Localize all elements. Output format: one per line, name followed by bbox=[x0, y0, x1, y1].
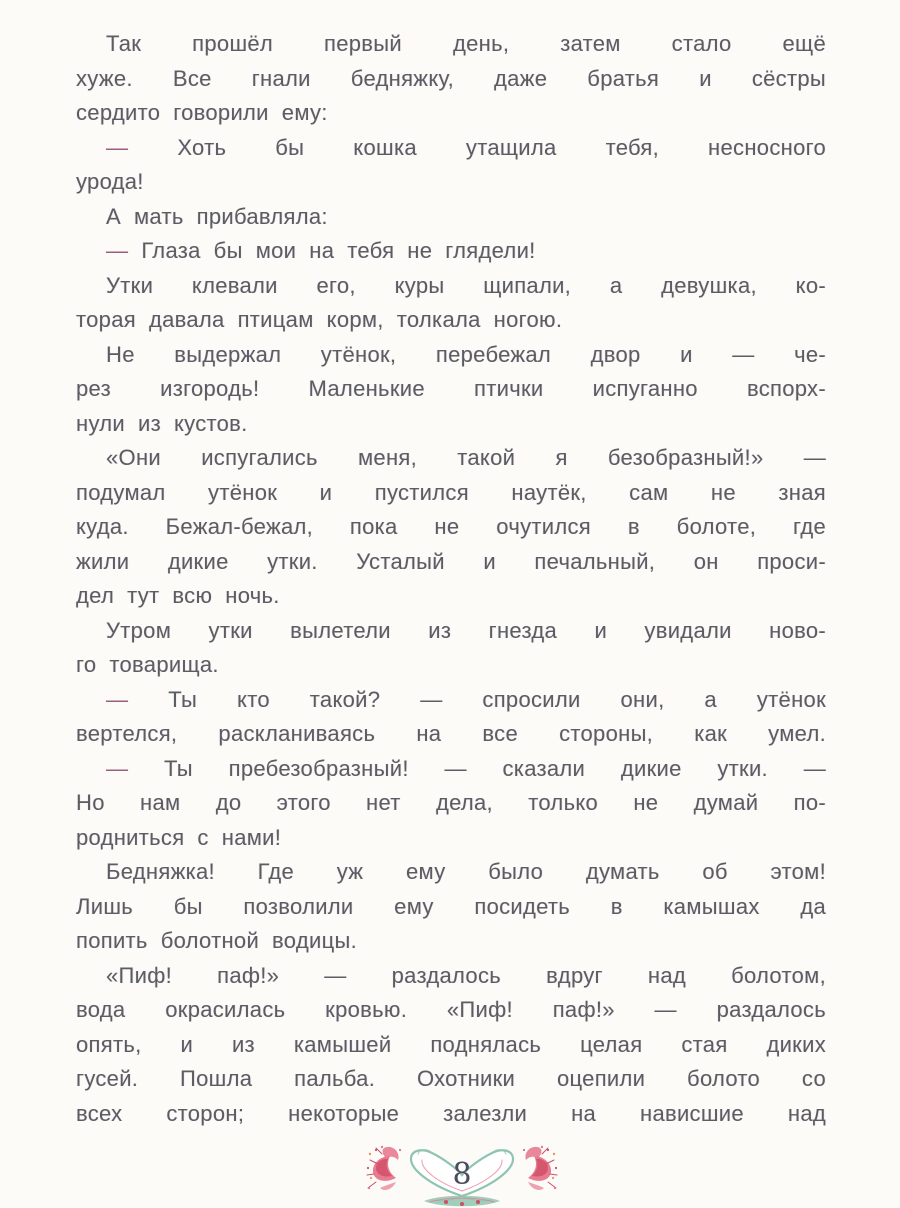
text-line: го товарища. bbox=[76, 652, 219, 677]
paragraph bbox=[76, 27, 826, 131]
page-ornament bbox=[366, 1144, 558, 1208]
page-number: 8 bbox=[452, 1157, 472, 1192]
text-line: нули из кустов. bbox=[76, 410, 248, 436]
text-line: Лишь бы позволили ему посидеть в камышах да bbox=[76, 893, 826, 919]
text-line: урода! bbox=[76, 169, 144, 194]
text-line: «Пиф! паф!» — раздалось вдруг над болотом, bbox=[106, 962, 826, 988]
paragraph bbox=[76, 234, 826, 269]
text-line: опять, и из камышей поднялась целая стая диких bbox=[76, 1031, 826, 1057]
text-line: Бедняжка! Где уж ему было думать об этом! bbox=[106, 859, 826, 884]
text-line: вода окрасилась кровью. «Пиф! паф!» — раздалось bbox=[76, 997, 826, 1022]
dialogue-dash: — bbox=[106, 686, 129, 712]
text-line: А мать прибавляла: bbox=[106, 203, 328, 229]
text-line: хуже. Все гнали бедняжку, даже братья и сёстры bbox=[76, 65, 826, 91]
text-line: родниться с нами! bbox=[76, 824, 282, 850]
text-line: дел тут всю ночь. bbox=[76, 583, 280, 608]
text-line: — Хоть бы кошка утащила тебя, несносного bbox=[106, 134, 826, 160]
right-flower-icon bbox=[523, 1146, 557, 1190]
paragraph bbox=[76, 338, 826, 442]
text-line: — Глаза бы мои на тебя не глядели! bbox=[106, 238, 536, 263]
left-flower-icon bbox=[367, 1146, 401, 1190]
text-line: Так прошёл первый день, затем стало ещё bbox=[106, 31, 826, 56]
text-line: гусей. Пошла пальба. Охотники оцепили болото со bbox=[76, 1066, 826, 1091]
paragraph bbox=[76, 855, 826, 959]
dialogue-dash: — bbox=[106, 134, 129, 160]
text-line: торая давала птицам корм, толкала ногою. bbox=[76, 307, 563, 332]
text-line: всех сторон; некоторые залезли на нависшие над bbox=[76, 1100, 826, 1126]
bottom-foliage-icon bbox=[424, 1196, 500, 1207]
text-line: вертелся, раскланиваясь на все стороны, как умел. bbox=[76, 721, 826, 746]
paragraph bbox=[76, 614, 826, 683]
text-line: Утки клевали его, куры щипали, а девушка, ко- bbox=[106, 272, 826, 298]
text-line: — Ты пребезобразный! — сказали дикие утки. — bbox=[106, 755, 826, 781]
text-line: Утром утки вылетели из гнезда и увидали ново- bbox=[106, 617, 826, 643]
dialogue-dash: — bbox=[106, 238, 129, 263]
text-line: куда. Бежал-бежал, пока не очутился в болоте, где bbox=[76, 514, 826, 539]
text-line: попить болотной водицы. bbox=[76, 928, 357, 953]
text-line: подумал утёнок и пустился наутёк, сам не зная bbox=[76, 479, 826, 505]
text-line: Не выдержал утёнок, перебежал двор и — че- bbox=[106, 341, 826, 367]
paragraph bbox=[76, 200, 826, 235]
paragraph bbox=[76, 959, 826, 1132]
text-line: жили дикие утки. Усталый и печальный, он проси- bbox=[76, 548, 826, 574]
paragraph bbox=[76, 441, 826, 614]
text-block bbox=[76, 27, 826, 1131]
text-line: рез изгородь! Маленькие птички испуганно вспорх- bbox=[76, 376, 826, 401]
text-line: сердито говорили ему: bbox=[76, 100, 328, 125]
text-line: Но нам до этого нет дела, только не думай по- bbox=[76, 790, 826, 815]
text-line: «Они испугались меня, такой я безобразный!» — bbox=[106, 445, 826, 470]
paragraph bbox=[76, 752, 826, 856]
paragraph bbox=[76, 131, 826, 200]
paragraph bbox=[76, 683, 826, 752]
text-line: — Ты кто такой? — спросили они, а утёнок bbox=[106, 686, 826, 712]
dialogue-dash: — bbox=[106, 755, 129, 781]
paragraph bbox=[76, 269, 826, 338]
